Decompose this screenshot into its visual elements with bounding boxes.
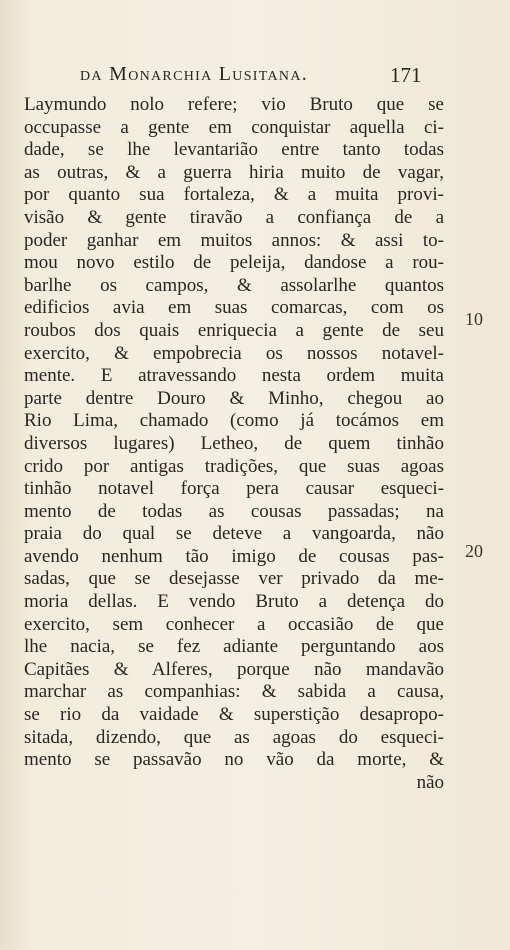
text-line: dade, se lhe levantarião entre tanto todas	[24, 139, 444, 161]
text-line: visão & gente tiravão a confiança de a	[24, 206, 444, 228]
text-line: crido por antigas tradições, que suas agoas	[24, 455, 444, 477]
text-line: mento de todas as cousas passadas; na	[24, 500, 444, 522]
text-line: exercito, & empobrecia os nossos notavel-	[24, 342, 444, 364]
text-line: avendo nenhum tão imigo de cousas pas-	[24, 545, 444, 567]
text-line: mento se passavão no vão da morte, &	[24, 749, 444, 771]
text-line: poder ganhar em muitos annos: & assi to-	[24, 229, 444, 251]
text-line: tinhão notavel força pera causar esqueci-	[24, 478, 444, 500]
catchword: não	[416, 771, 444, 793]
text-line: por quanto sua fortaleza, & a muita provi-	[24, 184, 444, 206]
text-line: sadas, que se desejasse ver privado da me-	[24, 568, 444, 590]
running-head: da Monarchia Lusitana.	[80, 63, 309, 85]
text-line: praia do qual se deteve a vangoarda, não	[24, 523, 444, 545]
body-text	[24, 94, 444, 794]
page-header	[0, 63, 510, 89]
text-line: barlhe os campos, & assolarlhe quantos	[24, 274, 444, 296]
text-line: occupasse a gente em conquistar aquella ci-	[24, 116, 444, 138]
text-line: mou novo estilo de peleija, dandose a rou-	[24, 252, 444, 274]
text-line: sitada, dizendo, que as agoas do esqueci-	[24, 726, 444, 748]
text-line: roubos dos quais enriquecia a gente de seu	[24, 319, 444, 341]
text-line: se rio da vaidade & superstição desapropo-	[24, 704, 444, 726]
text-line: mente. E atravessando nesta ordem muita	[24, 365, 444, 387]
text-line: edificios avia em suas comarcas, com os	[24, 297, 444, 319]
text-line: moria dellas. E vendo Bruto a detença do	[24, 591, 444, 613]
text-line: diversos lugares) Letheo, de quem tinhão	[24, 432, 444, 454]
text-line: exercito, sem conhecer a occasião de que	[24, 613, 444, 635]
text-line: as outras, & a guerra hiria muito de vagar,	[24, 161, 444, 183]
text-line: Laymundo nolo refere; vio Bruto que se	[24, 94, 444, 115]
text-line: marchar as companhias: & sabida a causa,	[24, 681, 444, 703]
text-line: Capitães & Alferes, porque não mandavão	[24, 658, 444, 680]
text-line: parte dentre Douro & Minho, chegou ao	[24, 387, 444, 409]
margin-line-number-20: 20	[465, 541, 483, 561]
page-number: 171	[390, 63, 422, 87]
margin-line-number-10: 10	[465, 309, 483, 329]
text-line: Rio Lima, chamado (como já tocámos em	[24, 410, 444, 432]
text-line: lhe nacia, se fez adiante perguntando aos	[24, 636, 444, 658]
